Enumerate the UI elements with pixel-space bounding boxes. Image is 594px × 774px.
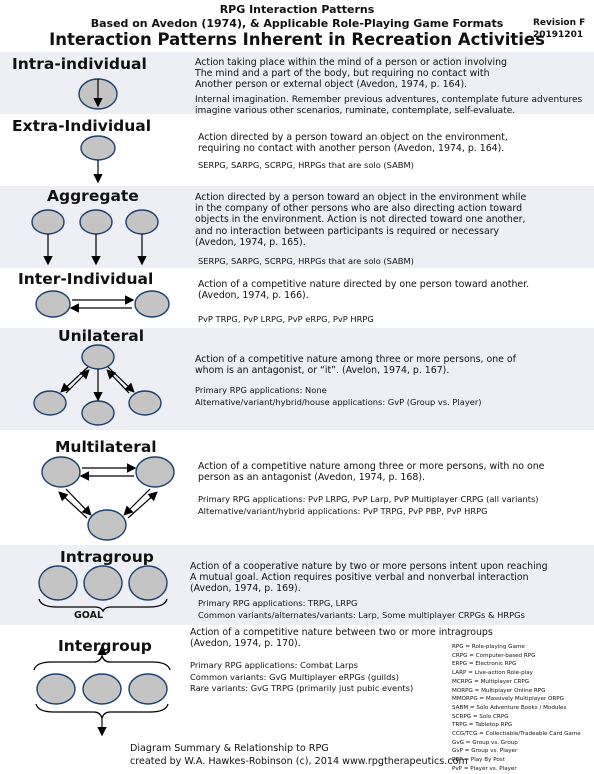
revision-date: 20191201 xyxy=(533,30,584,40)
goal-label: GOAL xyxy=(74,610,104,621)
section-apps-inter-individual: PvP TRPG, PvP LRPG, PvP eRPG, PvP HRPG xyxy=(198,314,374,324)
glossary-item: PvP = Player vs. Player xyxy=(452,765,517,772)
section-title-multilateral: Multilateral xyxy=(55,438,157,456)
section-desc-intergroup: Action of a competitive nature between two or more intragroups (Avedon, 1974, p. 170). xyxy=(190,627,493,650)
section-desc-multilateral: Action of a competitive nature among three or more persons, with no one person as an antagonist (Avedon, 1974, p. 168). xyxy=(198,461,545,484)
glossary-item: CCG/TCG = Collectiable/Tradeable Card Game xyxy=(452,731,581,738)
footer-line2: created by W.A. Hawkes-Robinson (c), 2014 www.rpgtherapeutics.com xyxy=(130,755,468,767)
glossary-item: MMORPG = Massively Multiplayer ORPG xyxy=(452,696,564,703)
section-title-inter-individual: Inter-Individual xyxy=(18,270,154,288)
section-apps-unilateral: Primary RPG applications: None Alternative/variant/hybrid/house applications: GvP (Group vs. Player) xyxy=(195,385,482,407)
doc-subtitle: Based on Avedon (1974), & Applicable Role-Playing Game Formats xyxy=(90,17,504,30)
glossary-item: TRPG = Tabletop RPG xyxy=(452,722,513,729)
glossary-item: ERPG = Electronic RPG xyxy=(452,661,517,668)
section-title-intragroup: Intragroup xyxy=(60,548,154,566)
main-title: Interaction Patterns Inherent in Recreation Activities xyxy=(49,30,545,49)
section-apps-aggregate: SERPG, SARPG, SCRPG, HRPGs that are solo (SABM) xyxy=(198,256,414,266)
glossary-item: MORPG = Multiplayer Online RPG xyxy=(452,687,546,694)
section-title-aggregate: Aggregate xyxy=(47,187,139,205)
revision-block xyxy=(533,17,585,41)
diagram-unilateral xyxy=(30,343,170,428)
section-desc-extra-individual: Action directed by a person toward an object on the environment, requiring no contact with another person (Avedon, 1974, p. 164). xyxy=(198,132,508,155)
glossary-item: GvG = Group vs. Group xyxy=(452,739,518,746)
footer-credit xyxy=(130,743,468,768)
glossary-item: GvP = Group vs. Player xyxy=(452,748,518,755)
footer-line1: Diagram Summary & Relationship to RPG xyxy=(130,743,329,754)
glossary-item: SCRPG = Solo CRPG xyxy=(452,713,509,720)
glossary-item: LARP = Live-action Role-play xyxy=(452,670,533,677)
section-desc-intragroup: Action of a cooperative nature by two or more persons intent upon reaching A mutual goal. Action requires positive verbal and nonverbal interaction (Avedon, 1974, p. 169). xyxy=(190,561,548,595)
glossary xyxy=(452,643,581,774)
diagram-aggregate xyxy=(30,205,180,270)
revision-label: Revision F xyxy=(533,18,586,28)
diagram-multilateral xyxy=(40,455,180,545)
glossary-item: CRPG = Computer-based RPG xyxy=(452,652,536,659)
section-title-intergroup: Intergroup xyxy=(58,637,152,655)
section-desc-inter-individual: Action of a competitive nature directed by one person toward another. (Avedon, 1974, p. 166). xyxy=(198,279,530,302)
section-desc-intra-individual: Action taking place within the mind of a person or action involving The mind and a part of the body, but requiring no contact with Another person or external object (Avedon, 1974, p. 164). xyxy=(195,57,508,91)
section-title-unilateral: Unilateral xyxy=(58,327,145,345)
glossary-item: RPG = Role-playing Game xyxy=(452,644,525,650)
section-apps-extra-individual: SERPG, SARPG, SCRPG, HRPGs that are solo (SABM) xyxy=(198,160,414,170)
diagram-intra-individual xyxy=(60,72,140,117)
section-title-intra-individual: Intra-individual xyxy=(12,55,147,73)
doc-title: RPG Interaction Patterns xyxy=(219,3,375,16)
section-apps-intergroup: Primary RPG applications: Combat Larps Common variants: GvG Multiplayer eRPGs (guilds) Rare variants: GvG TRPG (primarily just pubic events) xyxy=(190,660,414,693)
section-desc-unilateral: Action of a competitive nature among three or more persons, one of whom is an antagonist, or “it”. (Avelon, 1974, p. 167). xyxy=(195,354,516,377)
diagram-intergroup xyxy=(28,652,188,742)
glossary-item: PBP = Play By Post xyxy=(452,757,505,764)
section-apps-multilateral: Primary RPG applications: PvP LRPG, PvP Larp, PvP Multiplayer CRPG (all variants) Alternative/variant/hybrid applications: PvP TRPG, PvP PBP, PvP HRPG xyxy=(198,494,539,516)
section-apps-intra-individual: Internal imagination. Remember previous adventures, contemplate future adventures imagine various other scenarios, ruminate, contemplate, self-evaluate. xyxy=(195,95,583,117)
diagram-inter-individual xyxy=(35,288,185,322)
glossary-item: MCRPG = Multiplayer CRPG xyxy=(452,678,530,685)
section-desc-aggregate: Action directed by a person toward an object in the environment while in the company of other persons who are also directing action toward objects in the environment. Action is not directed toward one another, and no interaction between participants is required or necessary (Avedon, 1974, p. 165). xyxy=(195,192,527,248)
section-apps-intragroup: Primary RPG applications: TRPG, LRPG Common variants/alternates/variants: Larp, Some multiplayer CRPGs & HRPGs xyxy=(198,598,525,620)
diagram-extra-individual xyxy=(70,135,130,190)
glossary-item: SABM = Solo Adventure Books / Modules xyxy=(452,704,567,711)
diagram-intragroup xyxy=(37,563,187,613)
section-title-extra-individual: Extra-Individual xyxy=(12,117,152,135)
